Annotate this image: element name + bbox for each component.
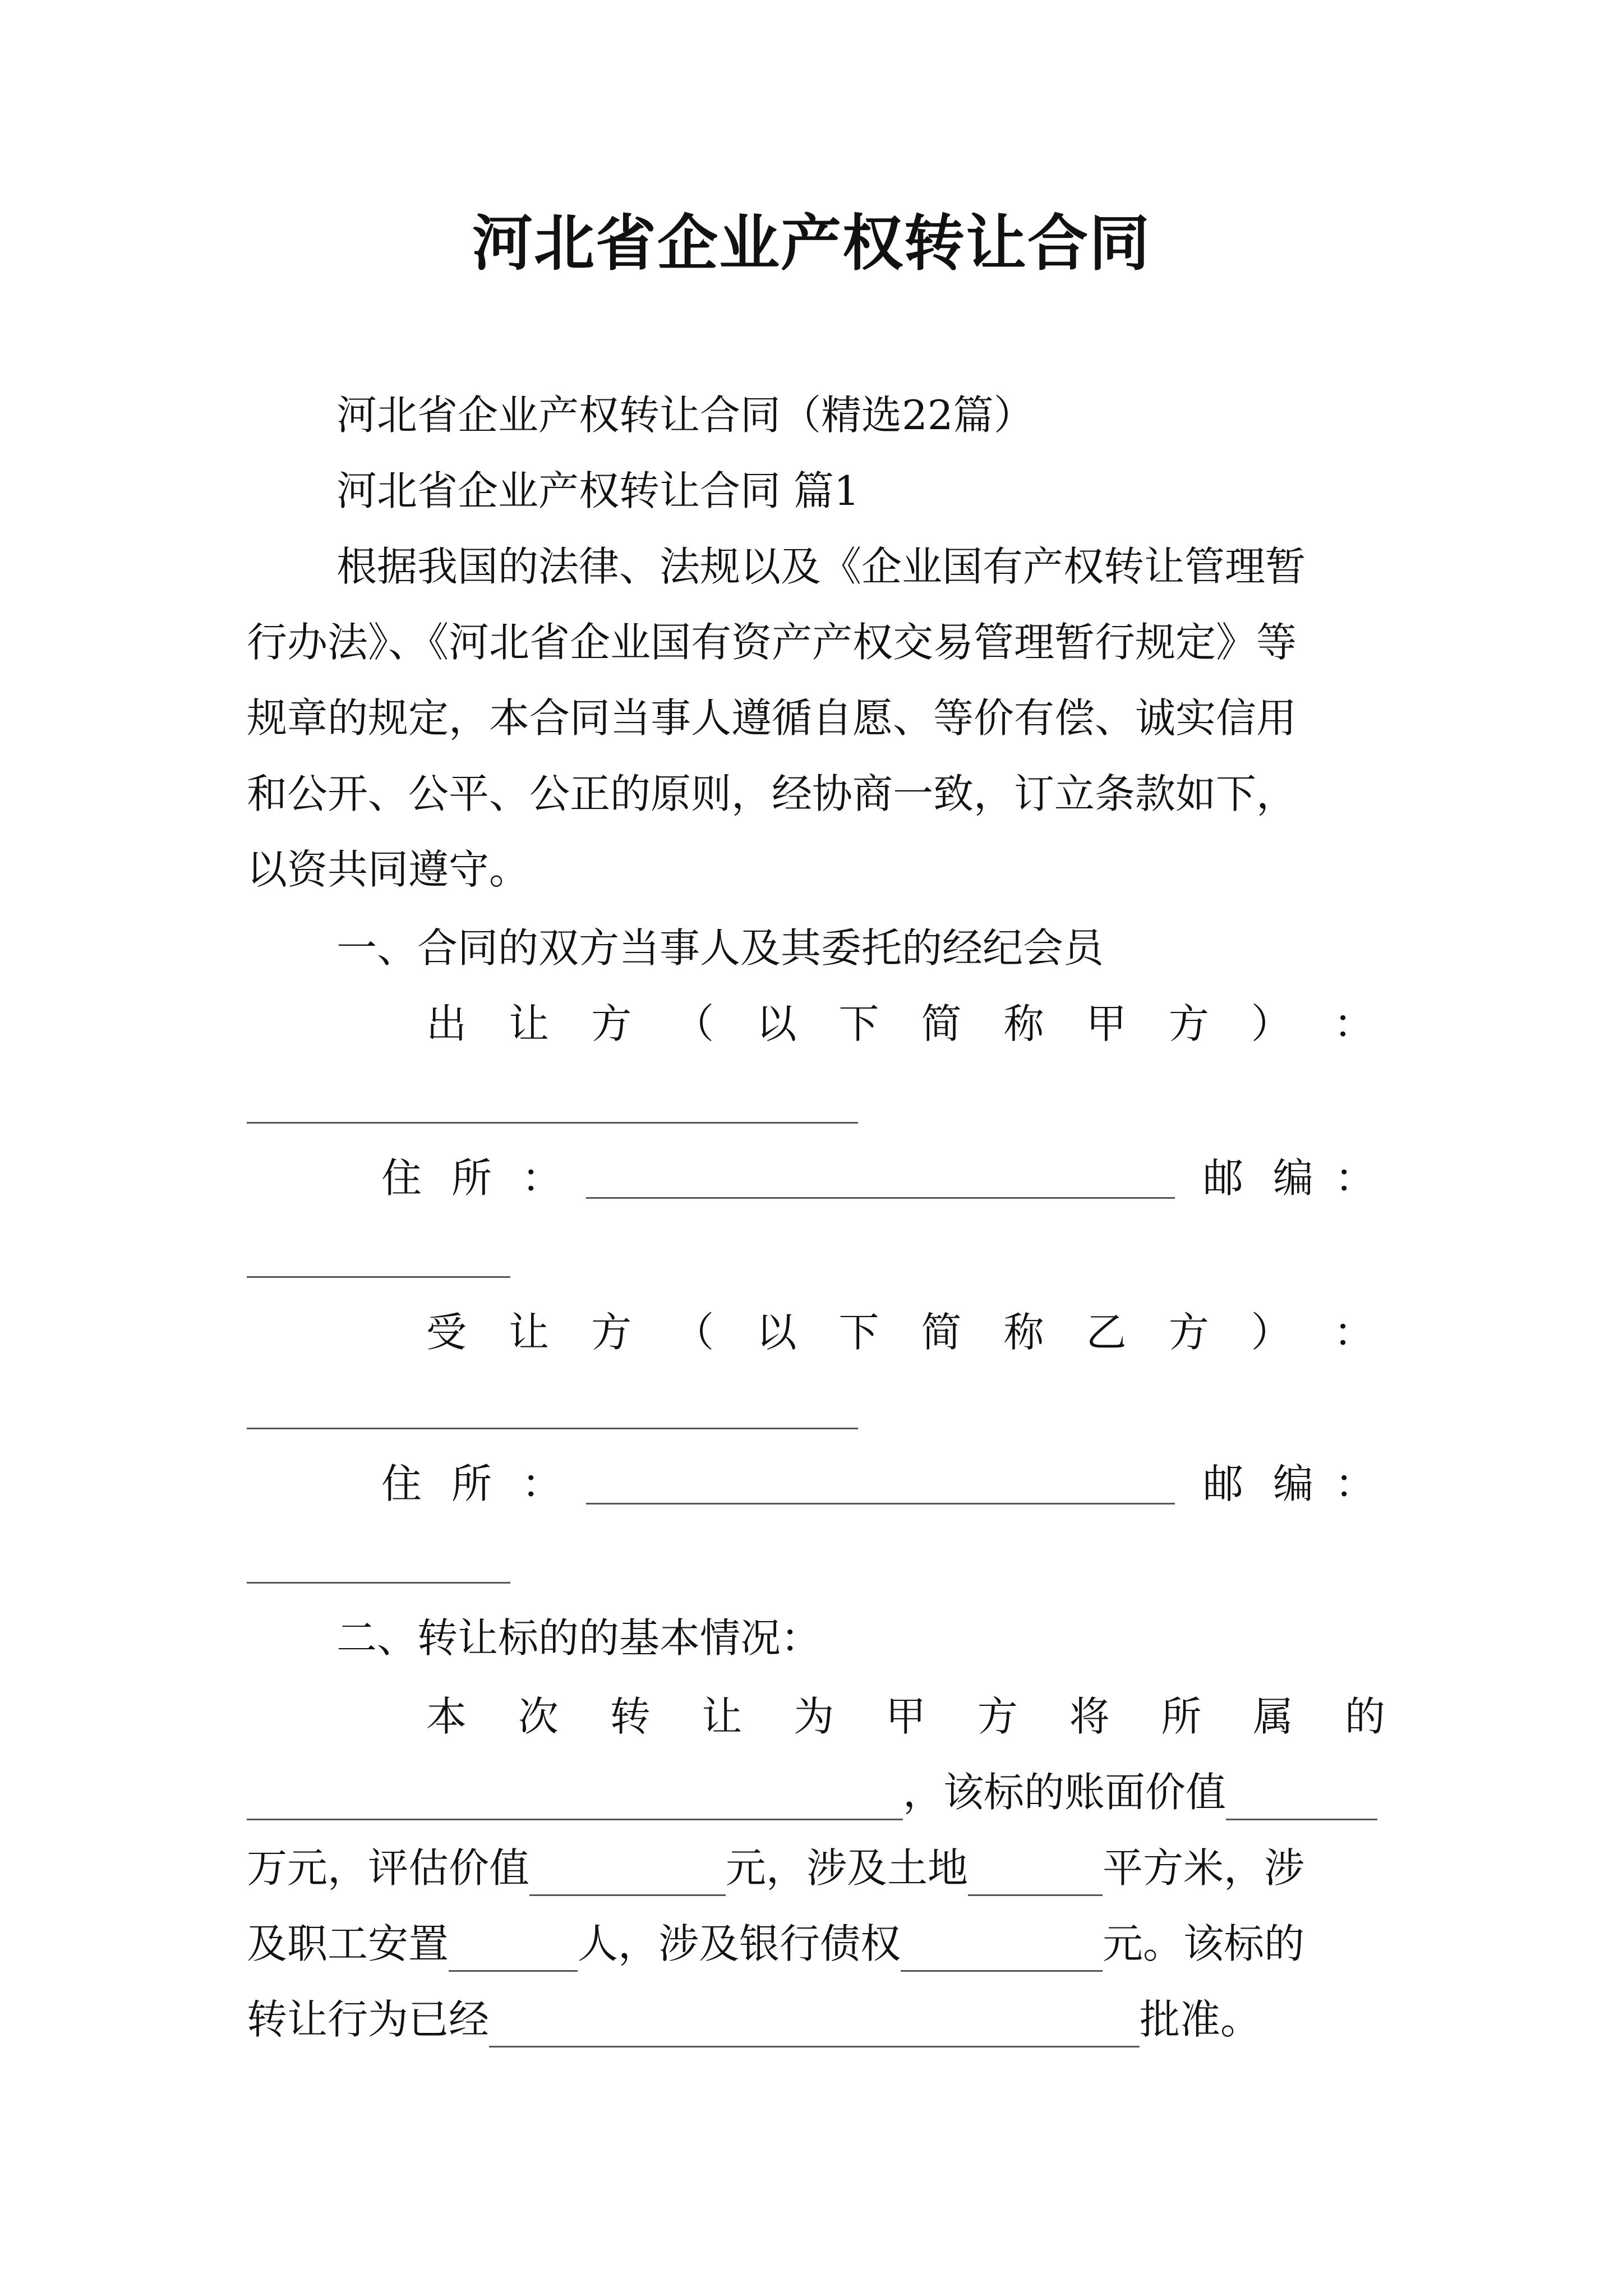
char: 受 [426, 1309, 467, 1356]
land-area-blank [968, 1852, 1103, 1896]
bank-claims-blank [901, 1927, 1103, 1972]
char: 属 [1253, 1693, 1294, 1740]
book-value-blank [1226, 1776, 1377, 1820]
transferee-address-blank [586, 1460, 1175, 1504]
char: 让 [509, 1309, 550, 1356]
address-label-char: 住 [381, 1154, 422, 1202]
approval-label: 转让行为已经 [247, 1996, 490, 2043]
char: 为 [794, 1693, 834, 1740]
char: 称 [1003, 1000, 1044, 1047]
char: 下 [838, 1309, 879, 1356]
postcode-label-char: 邮 [1203, 1154, 1244, 1202]
char: 甲 [885, 1693, 926, 1740]
char: 简 [921, 1000, 962, 1047]
char: 方 [591, 1000, 632, 1047]
char: 让 [509, 1000, 550, 1047]
char: 方 [977, 1693, 1018, 1740]
postcode-label-char: ： [1335, 1460, 1376, 1507]
transferee-label [426, 1304, 1374, 1360]
clause-2-line-3 [247, 1840, 1385, 1896]
char: 所 [1161, 1693, 1202, 1740]
postcode-label-char: 邮 [1203, 1460, 1244, 1507]
address-label-char: ： [522, 1154, 562, 1202]
address-label-char: 所 [451, 1154, 492, 1202]
land-unit-label: 平方米，涉 [1103, 1844, 1305, 1892]
document-title: 河北省企业产权转让合同 [472, 209, 1151, 279]
char: 简 [921, 1309, 962, 1356]
transferee-name-blank [247, 1428, 858, 1429]
char: （ [674, 1000, 714, 1047]
char: 的 [1344, 1693, 1385, 1740]
bank-claims-unit-label: 元。该标的 [1103, 1920, 1305, 1967]
transferor-label [426, 996, 1374, 1052]
char: ： [1333, 1000, 1374, 1047]
clause-2-line-1 [426, 1688, 1385, 1745]
transferee-postcode-blank [247, 1582, 510, 1584]
staff-placement-label: 及职工安置 [247, 1920, 449, 1967]
char: 将 [1069, 1693, 1110, 1740]
document-subtitle: 河北省企业产权转让合同（精选22篇） [336, 392, 1034, 439]
postcode-label-char: 编 [1273, 1154, 1314, 1202]
bank-claims-label: 人，涉及银行债权 [578, 1920, 901, 1967]
preamble-line-5: 以资共同遵守。 [247, 846, 530, 893]
land-area-label: 元，涉及土地 [726, 1844, 969, 1892]
char: 以 [756, 1309, 797, 1356]
clause-2-heading: 二、转让标的的基本情况： [336, 1614, 822, 1662]
address-label-char: ： [522, 1460, 562, 1507]
char: ： [1333, 1309, 1374, 1356]
transfer-object-blank [247, 1776, 903, 1820]
address-label-char: 所 [451, 1460, 492, 1507]
char: 称 [1003, 1309, 1044, 1356]
char: 乙 [1086, 1309, 1127, 1356]
char: 方 [591, 1309, 632, 1356]
char: 以 [756, 1000, 797, 1047]
appraised-value-blank [529, 1852, 726, 1896]
staff-placement-blank [449, 1927, 578, 1972]
section-heading: 河北省企业产权转让合同 篇1 [336, 467, 860, 514]
clause-2-line-5 [247, 1991, 1385, 2047]
approval-suffix: 批准。 [1140, 1996, 1261, 2043]
preamble-line-3: 规章的规定，本合同当事人遵循自愿、等价有偿、诚实信用 [247, 694, 1297, 742]
char: 方 [1168, 1309, 1209, 1356]
preamble-line-1: 根据我国的法律、法规以及《企业国有产权转让管理暂 [336, 543, 1306, 590]
approval-authority-blank [489, 2003, 1140, 2047]
appraised-value-label: 万元，评估价值 [247, 1844, 530, 1892]
preamble-line-2: 行办法》、《河北省企业国有资产产权交易管理暂行规定》等 [247, 619, 1297, 666]
char: ） [1251, 1309, 1292, 1356]
char: 方 [1168, 1000, 1209, 1047]
clause-2-line-4 [247, 1916, 1385, 1972]
postcode-label-char: 编 [1273, 1460, 1314, 1507]
char: ） [1251, 1000, 1292, 1047]
char: 转 [610, 1693, 651, 1740]
preamble-line-4: 和公开、公平、公正的原则，经协商一致，订立条款如下， [247, 770, 1297, 817]
char: 甲 [1086, 1000, 1127, 1047]
transferor-name-blank [247, 1122, 858, 1124]
char: 本 [426, 1693, 467, 1740]
book-value-label: ，该标的账面价值 [903, 1769, 1227, 1816]
char: 下 [838, 1000, 879, 1047]
transferor-postcode-blank [247, 1276, 510, 1278]
char: （ [674, 1309, 714, 1356]
address-label-char: 住 [381, 1460, 422, 1507]
char: 次 [518, 1693, 559, 1740]
clause-2-line-2 [247, 1764, 1385, 1820]
clause-1-heading: 一、合同的双方当事人及其委托的经纪会员 [336, 924, 1104, 972]
char: 让 [702, 1693, 743, 1740]
char: 出 [426, 1000, 467, 1047]
transferor-address-blank [586, 1154, 1175, 1199]
postcode-label-char: ： [1335, 1154, 1376, 1202]
